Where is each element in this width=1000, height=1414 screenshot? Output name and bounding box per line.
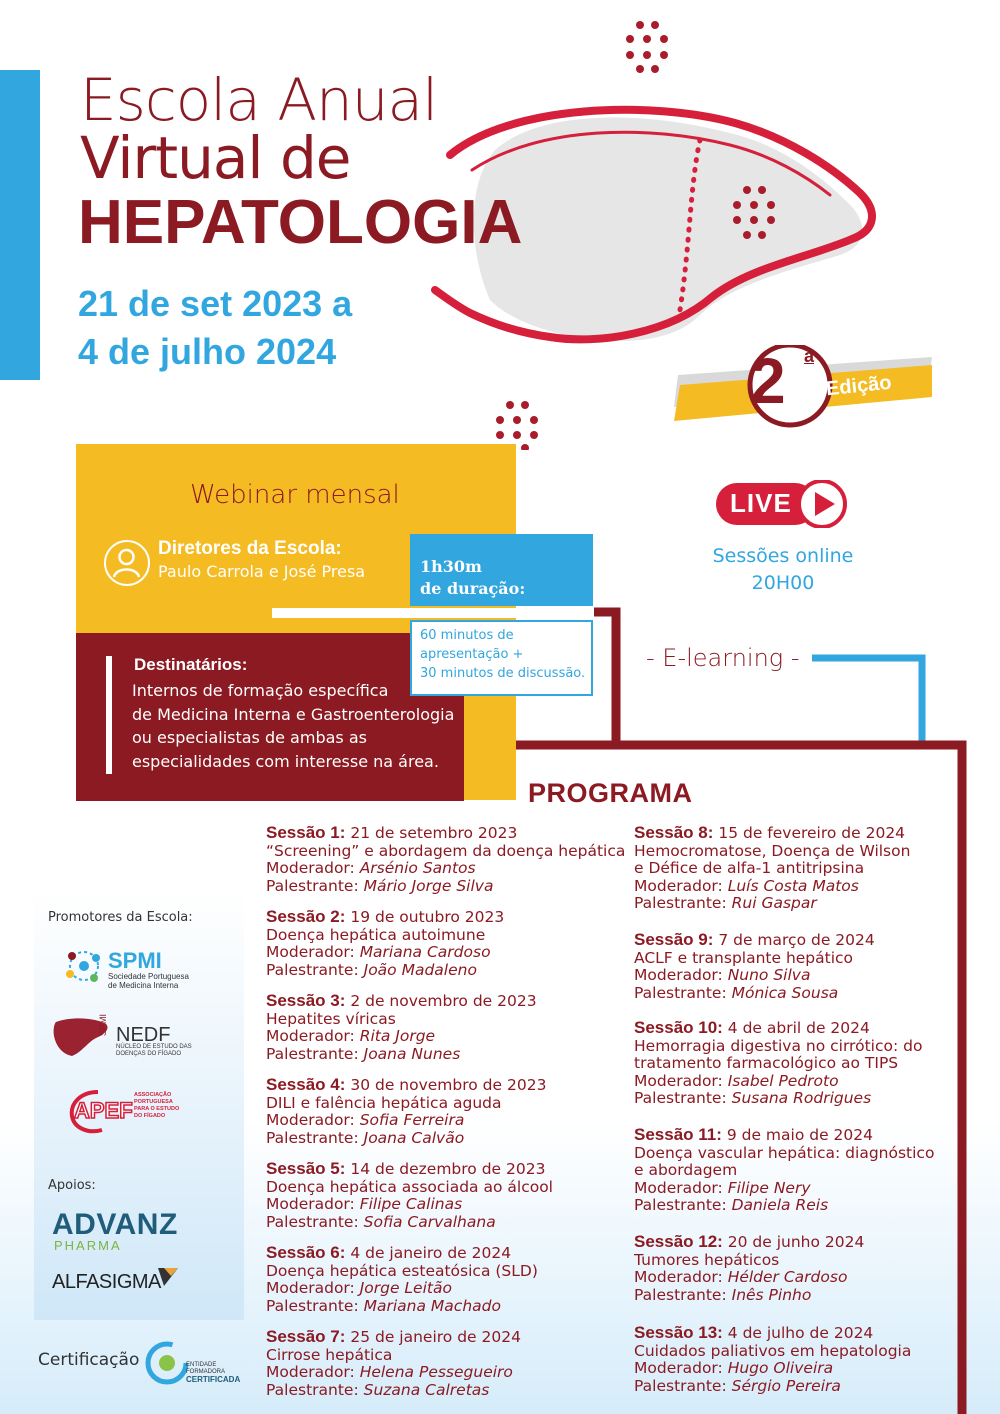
speaker-label: Palestrante: — [266, 1044, 359, 1063]
speaker-label: Palestrante: — [266, 1212, 359, 1231]
webinar-label: Webinar mensal — [190, 480, 400, 510]
speaker-name: Mariana Machado — [363, 1296, 501, 1315]
session-date: 2 de novembro de 2023 — [350, 992, 537, 1010]
speaker-name: Mónica Sousa — [731, 983, 839, 1002]
session-label: Sessão 8: — [634, 823, 714, 842]
audience-label: Destinatários: — [134, 655, 248, 674]
moderator-label: Moderador: — [634, 1359, 723, 1377]
session-title: Hemorragia digestiva no cirrótico: do — [634, 1036, 923, 1055]
apef-subtitle — [134, 1092, 179, 1120]
moderator-label: Moderador: — [266, 859, 355, 877]
speaker-label: Palestrante: — [634, 1376, 727, 1395]
session-label: Sessão 11: — [634, 1125, 722, 1144]
session-title: Tumores hepáticos — [634, 1250, 780, 1269]
audience-line-2: de Medicina Interna e Gastroenterologia — [132, 704, 455, 724]
speaker-label: Palestrante: — [634, 1196, 727, 1214]
nedf-prefix: SPMI — [98, 1013, 108, 1036]
session-item — [634, 931, 875, 1002]
moderator-name: Filipe Calinas — [359, 1195, 463, 1213]
moderator-name: Mariana Cardoso — [359, 943, 491, 961]
online-sessions-line-1: Sessões online — [712, 545, 854, 567]
session-label: Sessão 3: — [266, 991, 346, 1010]
speaker-name: Mário Jorge Silva — [363, 876, 494, 895]
nedf-subtitle — [116, 1044, 192, 1058]
session-title: tratamento farmacológico ao TIPS — [634, 1054, 899, 1072]
nedf-subtitle-line-2: DOENÇAS DO FÍGADO — [116, 1051, 182, 1057]
spmi-logo-icon — [62, 946, 106, 986]
session-item — [266, 1328, 521, 1399]
speaker-label: Palestrante: — [266, 876, 359, 895]
speaker-name: Joana Calvão — [363, 1128, 465, 1147]
certification-subtitle-line-3: CERTIFICADA — [186, 1375, 241, 1384]
session-title: Hemocromatose, Doença de Wilson — [634, 841, 911, 860]
moderator-name: Hélder Cardoso — [727, 1268, 848, 1286]
program-heading: PROGRAMA — [528, 778, 693, 808]
session-item — [266, 992, 537, 1063]
session-title: Cuidados paliativos em hepatologia — [634, 1341, 912, 1360]
session-title: Doença hepática associada ao álcool — [266, 1177, 553, 1196]
session-date: 9 de maio de 2024 — [726, 1126, 873, 1144]
speaker-label: Palestrante: — [634, 1089, 727, 1107]
moderator-label: Moderador: — [266, 1195, 355, 1213]
edition-label: Edição — [824, 371, 893, 401]
apef-subtitle-line-2: PORTUGUESA — [134, 1099, 173, 1105]
speaker-name: Sérgio Pereira — [731, 1376, 841, 1395]
nedf-subtitle-line-1: NÚCLEO DE ESTUDO DAS — [116, 1044, 192, 1050]
alfasigma-name: ALFASIGMA — [52, 1271, 161, 1293]
directors-label: Diretores da Escola: — [158, 538, 342, 559]
session-item — [634, 1019, 922, 1108]
speaker-name: Susana Rodrigues — [731, 1089, 872, 1107]
spmi-name: SPMI — [108, 948, 162, 973]
spmi-subtitle-line-2: de Medicina Interna — [108, 981, 179, 990]
audience-line-3: ou especialistas de ambas as — [132, 728, 367, 747]
session-title: “Screening” e abordagem da doença hepática — [266, 841, 626, 860]
moderator-label: Moderador: — [266, 1279, 355, 1297]
advanz-sub: PHARMA — [54, 1238, 122, 1253]
connector-red-short — [594, 612, 616, 745]
session-item — [266, 908, 504, 979]
duration-detail-3: 30 minutos de discussão. — [420, 666, 586, 681]
moderator-name: Arsénio Santos — [359, 859, 476, 877]
certification-label: Certificação — [38, 1350, 140, 1370]
duration-line-1: 1h30m — [420, 557, 482, 576]
session-title: e Défice de alfa-1 antitripsina — [634, 859, 865, 877]
duration-line-2: de duração: — [420, 579, 526, 598]
session-date: 20 de junho 2024 — [727, 1233, 865, 1251]
session-date: 7 de março de 2024 — [718, 931, 875, 949]
alfasigma-logo-icon — [156, 1264, 180, 1288]
audience-line-1: Internos de formação específica — [132, 681, 389, 700]
session-date: 4 de julho de 2024 — [727, 1324, 874, 1342]
audience-text — [132, 679, 472, 773]
session-date: 30 de novembro de 2023 — [350, 1076, 547, 1094]
title-line-1: Escola Anual — [80, 66, 438, 134]
session-item — [634, 824, 910, 913]
session-title: ACLF e transplante hepático — [634, 948, 854, 967]
speaker-label: Palestrante: — [266, 960, 359, 979]
session-title: Doença hepática esteatósica (SLD) — [266, 1261, 538, 1280]
spmi-subtitle-line-1: Sociedade Portuguesa — [108, 972, 189, 981]
session-item — [266, 1076, 546, 1147]
edition-suffix: a — [804, 346, 815, 366]
speaker-name: Inês Pinho — [731, 1285, 812, 1304]
session-title: Hepatites víricas — [266, 1009, 396, 1028]
speaker-name: João Madaleno — [363, 960, 477, 979]
audience-line-4: especialidades com interesse na área. — [132, 751, 439, 771]
certification-subtitle — [186, 1362, 240, 1383]
moderator-label: Moderador: — [266, 1111, 355, 1129]
session-label: Sessão 5: — [266, 1159, 346, 1178]
session-label: Sessão 2: — [266, 907, 346, 926]
session-label: Sessão 4: — [266, 1075, 346, 1094]
duration-detail-1: 60 minutos de — [420, 628, 514, 643]
session-item — [266, 1244, 538, 1315]
online-sessions — [700, 543, 866, 597]
moderator-name: Isabel Pedroto — [727, 1071, 839, 1090]
person-icon — [104, 540, 150, 586]
online-sessions-line-2: 20H00 — [751, 572, 815, 594]
edition-number: 2 — [750, 345, 786, 417]
speaker-label: Palestrante: — [634, 1285, 727, 1304]
moderator-name: Nuno Silva — [727, 966, 811, 984]
session-label: Sessão 1: — [266, 823, 346, 842]
speaker-label: Palestrante: — [634, 983, 727, 1002]
apef-subtitle-line-1: ASSOCIAÇÃO — [134, 1092, 172, 1098]
session-date: 19 de outubro 2023 — [350, 908, 505, 926]
session-label: Sessão 13: — [634, 1323, 723, 1342]
moderator-name: Luís Costa Matos — [727, 876, 859, 895]
session-title: Doença vascular hepática: diagnóstico — [634, 1143, 935, 1162]
moderator-label: Moderador: — [634, 1178, 723, 1197]
moderator-name: Jorge Leitão — [359, 1279, 452, 1297]
certification-subtitle-line-2: FORMADORA — [186, 1369, 225, 1375]
moderator-label: Moderador: — [634, 966, 723, 984]
moderator-name: Rita Jorge — [359, 1027, 436, 1045]
session-date: 25 de janeiro de 2024 — [350, 1328, 521, 1346]
elearning-label: - E-learning - — [646, 644, 800, 672]
title-line-3: HEPATOLOGIA — [78, 188, 523, 257]
session-title: Cirrose hepática — [266, 1345, 393, 1364]
moderator-label: Moderador: — [266, 943, 355, 961]
moderator-name: Sofia Ferreira — [359, 1111, 465, 1129]
dates-line-2: 4 de julho 2024 — [78, 331, 337, 372]
moderator-name: Hugo Oliveira — [727, 1359, 834, 1377]
advanz-name: ADVANZ — [52, 1208, 178, 1241]
certification-logo-icon — [142, 1338, 192, 1388]
certification-subtitle-line-1: ENTIDADE — [186, 1362, 217, 1368]
session-title: e abordagem — [634, 1161, 738, 1179]
speaker-name: Sofia Carvalhana — [363, 1212, 496, 1231]
session-date: 4 de janeiro de 2024 — [350, 1244, 512, 1262]
nedf-name: NEDF — [116, 1024, 171, 1046]
dates-line-1: 21 de set 2023 a — [78, 283, 353, 324]
duration-detail-2: apresentação + — [420, 647, 524, 662]
apef-subtitle-line-4: DO FÍGADO — [134, 1113, 166, 1119]
audience-accent — [106, 656, 112, 774]
session-item — [266, 1160, 553, 1231]
session-label: Sessão 10: — [634, 1018, 723, 1037]
moderator-name: Helena Pessegueiro — [359, 1363, 513, 1381]
session-item — [266, 824, 625, 895]
apef-name: APEF — [74, 1098, 133, 1123]
moderator-label: Moderador: — [266, 1363, 355, 1381]
session-item — [634, 1233, 864, 1304]
moderator-label: Moderador: — [634, 1071, 723, 1090]
speaker-label: Palestrante: — [266, 1296, 359, 1315]
speaker-name: Rui Gaspar — [731, 894, 817, 912]
session-label: Sessão 12: — [634, 1232, 723, 1251]
session-date: 14 de dezembro de 2023 — [350, 1160, 546, 1178]
live-label: LIVE — [730, 488, 792, 518]
connector-blue — [812, 658, 922, 745]
speaker-name: Daniela Reis — [731, 1196, 829, 1214]
session-label: Sessão 9: — [634, 930, 714, 949]
duration-text — [420, 556, 525, 600]
divider-line — [272, 608, 594, 618]
moderator-label: Moderador: — [266, 1027, 355, 1045]
speaker-label: Palestrante: — [634, 894, 727, 912]
session-title: Doença hepática autoimune — [266, 925, 486, 944]
supporters-label: Apoios: — [48, 1178, 96, 1193]
session-date: 21 de setembro 2023 — [350, 824, 518, 842]
session-date: 4 de abril de 2024 — [727, 1019, 870, 1037]
speaker-label: Palestrante: — [266, 1380, 359, 1399]
session-date: 15 de fevereiro de 2024 — [718, 824, 906, 842]
speaker-name: Joana Nunes — [363, 1044, 461, 1063]
promoters-label: Promotores da Escola: — [48, 910, 193, 925]
session-label: Sessão 6: — [266, 1243, 346, 1262]
moderator-name: Filipe Nery — [727, 1178, 811, 1197]
speaker-label: Palestrante: — [266, 1128, 359, 1147]
apef-subtitle-line-3: PARA O ESTUDO — [134, 1106, 180, 1112]
speaker-name: Suzana Calretas — [363, 1380, 490, 1399]
moderator-label: Moderador: — [634, 876, 723, 895]
duration-detail — [420, 626, 585, 683]
session-label: Sessão 7: — [266, 1327, 346, 1346]
session-item — [634, 1126, 934, 1215]
session-item — [634, 1324, 911, 1395]
spmi-subtitle — [108, 972, 189, 990]
title-line-2: Virtual de — [80, 124, 351, 192]
moderator-label: Moderador: — [634, 1268, 723, 1286]
directors-names: Paulo Carrola e José Presa — [158, 562, 366, 581]
session-title: DILI e falência hepática aguda — [266, 1093, 502, 1112]
